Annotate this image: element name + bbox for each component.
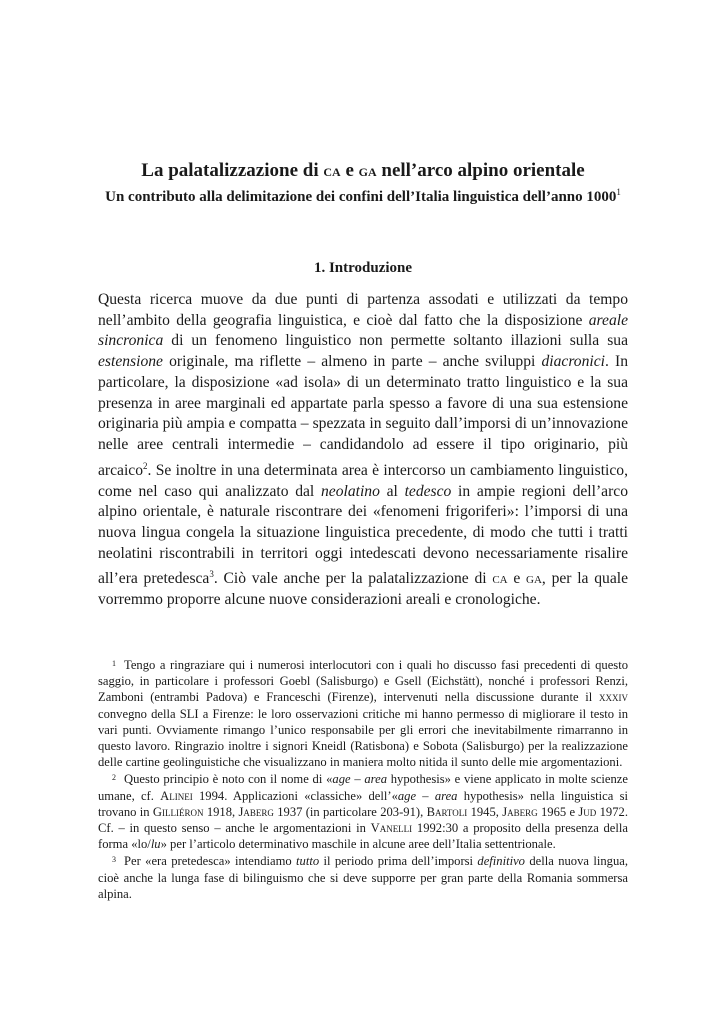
subtitle-text: Un contributo alla delimitazione dei confini dell’Italia linguistica dell’anno 1000 xyxy=(105,189,617,205)
footnote-text: 1937 (in particolare 203-91), xyxy=(273,804,427,819)
footnote-text: hypothesis» nella linguistica si trovano in xyxy=(98,788,628,819)
footnote-text: 1945, xyxy=(467,804,503,819)
body-paragraph xyxy=(98,290,628,611)
body-text-span: e xyxy=(507,570,527,588)
body-italic: tedesco xyxy=(404,482,452,500)
body-text-span: originale, ma riflette – almeno in parte – anche sviluppi xyxy=(162,353,542,371)
footnote-text: il periodo prima dell’imporsi xyxy=(319,854,478,869)
body-text-span: in ampie regioni dell’arco alpino orientale, è naturale riscontrare dei «fenomeni frigoriferi»: l’imporsi di una nuova lingua congela la situazione linguistica precedente, di modo che tutti i tratti neolatini riscontrabili in territori oggi intedescati devono necessariamente risalire all’era pretedesca xyxy=(98,482,629,588)
footnote-text: Questo principio è noto con il nome di « xyxy=(124,772,333,787)
author-name: Gilliéron xyxy=(152,804,204,819)
article-title xyxy=(60,160,666,182)
footnote-number: 1 xyxy=(112,659,116,668)
body-text-span: . Ciò vale anche per la palatalizzazione di xyxy=(213,570,493,588)
body-text-span: al xyxy=(379,482,405,500)
footnote-text: 1992:30 a proposito della presenza della forma «lo/ xyxy=(98,821,628,852)
footnote-italic: definitivo xyxy=(477,854,525,869)
footnote-text: 1972. Cf. – in questo senso – anche le argomentazioni in xyxy=(98,804,628,836)
footnote-italic: lu xyxy=(150,837,161,852)
title-text: e xyxy=(340,160,359,181)
body-text-span: . In particolare, la disposizione «ad isola» di un determinato tratto linguistico e la sua presenza in aree marginali ed appartate parla spesso a favore di una sua estensione originaria più ampia e compatta – spezzata in seguito dall’imporsi di un’innovazione nelle aree centrali intermedie – candidandolo ad essere il tipo originario, più arcaico xyxy=(98,353,628,479)
author-name: Alinei xyxy=(160,788,193,803)
footnote-text: hypothesis» e viene applicato in molte scienze umane, cf. xyxy=(98,772,628,803)
body-text-span: . Se inoltre in una determinata area è intercorso un cambiamento linguistico, come nel caso qui analizzato dal xyxy=(98,461,628,500)
body-text-span: Questa ricerca muove da due punti di partenza assodati e utilizzati da tempo nell’ambito della geografia linguistica, e cioè dal fatto che la disposizione xyxy=(98,291,628,329)
footnote-number: 3 xyxy=(112,855,116,865)
footnote-italic: age – area xyxy=(397,788,458,803)
body-smallcaps: ga xyxy=(526,570,542,588)
section-heading: 1. Introduzione xyxy=(313,260,413,276)
footnote-1 xyxy=(98,656,628,770)
footnote-ref-1[interactable]: 1 xyxy=(616,187,621,197)
footnote-text: 1965 e xyxy=(537,804,579,819)
article-subtitle xyxy=(60,182,666,207)
author-name: Jud xyxy=(578,804,597,819)
footnote-number: 2 xyxy=(112,773,116,783)
footnote-text: della nuova lingua, cioè anche la lunga fase di bilinguismo che si deve supporre per gran parte della Romania sommersa alpina. xyxy=(98,854,628,901)
author-name: Vanelli xyxy=(370,821,413,836)
title-text: La palatalizzazione di xyxy=(141,160,324,181)
body-italic: neolatino xyxy=(320,482,380,500)
footnote-text: convegno della SLI a Firenze: le loro osservazioni critiche mi hanno permesso di migliorare il testo in vari punti. Ovviamente rimango l’unico responsabile per gli errori che inevitabilmente rimarranno in questo lavoro. Ringrazio inoltre i signori Kneidl (Ratisbona) e Sobota (Salisburgo) per la realizzazione delle cartine geolinguistiche che visualizzano in maniera molto nitida il sunto delle mie argomentazioni. xyxy=(98,706,628,770)
footnote-text: Tengo a ringraziare qui i numerosi interlocutori con i quali ho discusso fasi precedenti di questo saggio, in particolare i professori Goebl (Salisburgo) e Gsell (Eichstätt), nonché i professori Renzi, Zamboni (entrambi Padova) e Franceschi (Firenze), intervenuti nella discussione durante il xyxy=(98,658,628,705)
author-name: Jaberg xyxy=(238,804,274,819)
footnote-text: 1918, xyxy=(203,804,239,819)
body-smallcaps: ca xyxy=(492,570,508,588)
title-block xyxy=(60,160,666,207)
author-name: Bartoli xyxy=(426,804,468,819)
footnote-3 xyxy=(98,852,628,902)
footnote-2 xyxy=(98,770,628,852)
body-italic: estensione xyxy=(98,353,163,371)
footnote-italic: tutto xyxy=(296,854,320,869)
body-italic: areale sincronica xyxy=(98,311,628,350)
title-smallcaps-ga: ga xyxy=(358,161,377,180)
footnote-ref-3[interactable]: 3 xyxy=(209,569,214,580)
footnote-text: Per «era pretedesca» intendiamo xyxy=(124,854,297,869)
body-text-span: , per la quale vorremmo proporre alcune nuove considerazioni areali e cronologiche. xyxy=(98,570,628,609)
author-name: Jaberg xyxy=(502,804,538,819)
footnotes xyxy=(98,656,628,902)
body-italic: diacronici xyxy=(541,353,605,371)
footnote-italic: age – area xyxy=(332,772,387,787)
footnote-text: » per l’articolo determinativo maschile in alcune aree dell’Italia settentrionale. xyxy=(160,837,556,852)
body-text-span: di un fenomeno linguistico non permette soltanto illazioni sulla sua xyxy=(163,332,628,350)
footnote-smallcaps: xxxiv xyxy=(599,690,628,705)
footnote-text: 1994. Applicazioni «classiche» dell’« xyxy=(192,788,398,803)
title-text: nell’arco alpino orientale xyxy=(376,160,585,181)
footnote-ref-2[interactable]: 2 xyxy=(143,460,148,471)
title-smallcaps-ca: ca xyxy=(323,161,341,180)
